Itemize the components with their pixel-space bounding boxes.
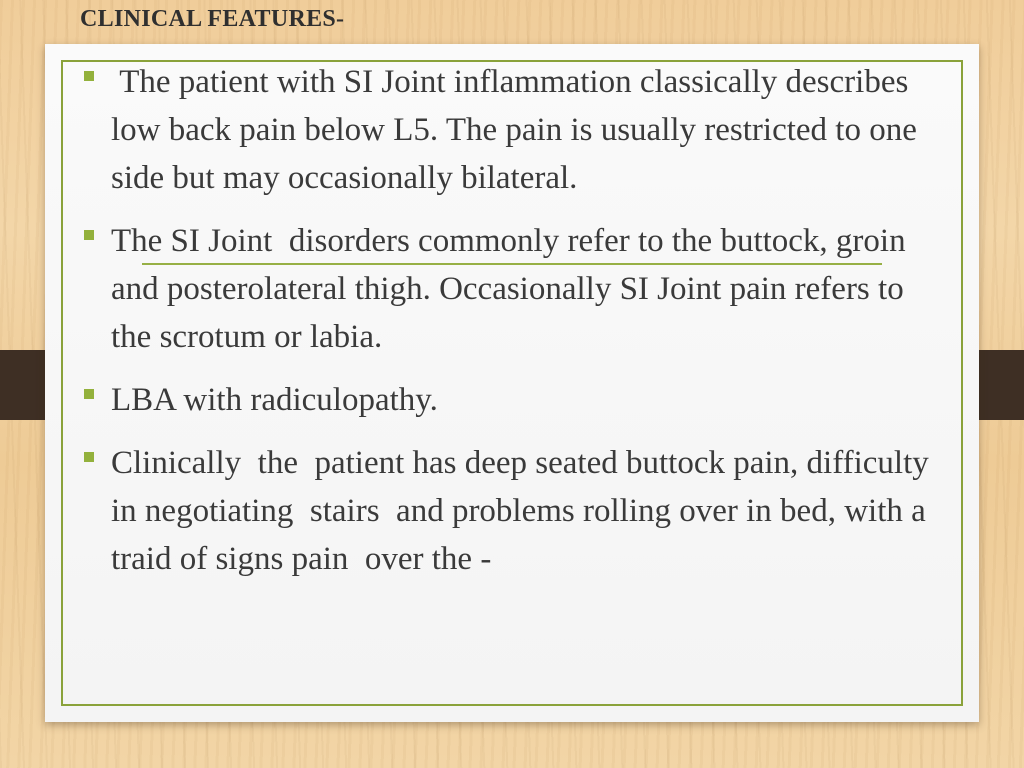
bullet-text-4: Clinically the patient has deep seated buttock pain, difficulty in negotiating stairs and problems rolling over in bed, with a traid of signs pain over the - xyxy=(111,445,937,577)
bullet-item-2 xyxy=(81,217,941,361)
square-bullet-icon xyxy=(84,452,94,462)
bullet-list xyxy=(81,58,941,598)
bullet-text-1: The patient with SI Joint inflammation classically describes low back pain below L5. The pain is usually restricted to one side but may occasionally bilateral. xyxy=(111,64,926,196)
square-bullet-icon xyxy=(84,71,94,81)
slide-title: CLINICAL FEATURES- xyxy=(80,6,345,32)
square-bullet-icon xyxy=(84,389,94,399)
bullet-text-3: LBA with radiculopathy. xyxy=(111,382,438,418)
bullet-item-4 xyxy=(81,439,941,583)
square-bullet-icon xyxy=(84,230,94,240)
bullet-item-1 xyxy=(81,58,941,202)
annotation-underline xyxy=(142,263,882,265)
bullet-text-2: The SI Joint disorders commonly refer to the buttock, groin and posterolateral thigh. Occasionally SI Joint pain refers to the scrotum or labia. xyxy=(111,223,914,355)
bullet-item-3 xyxy=(81,376,941,424)
